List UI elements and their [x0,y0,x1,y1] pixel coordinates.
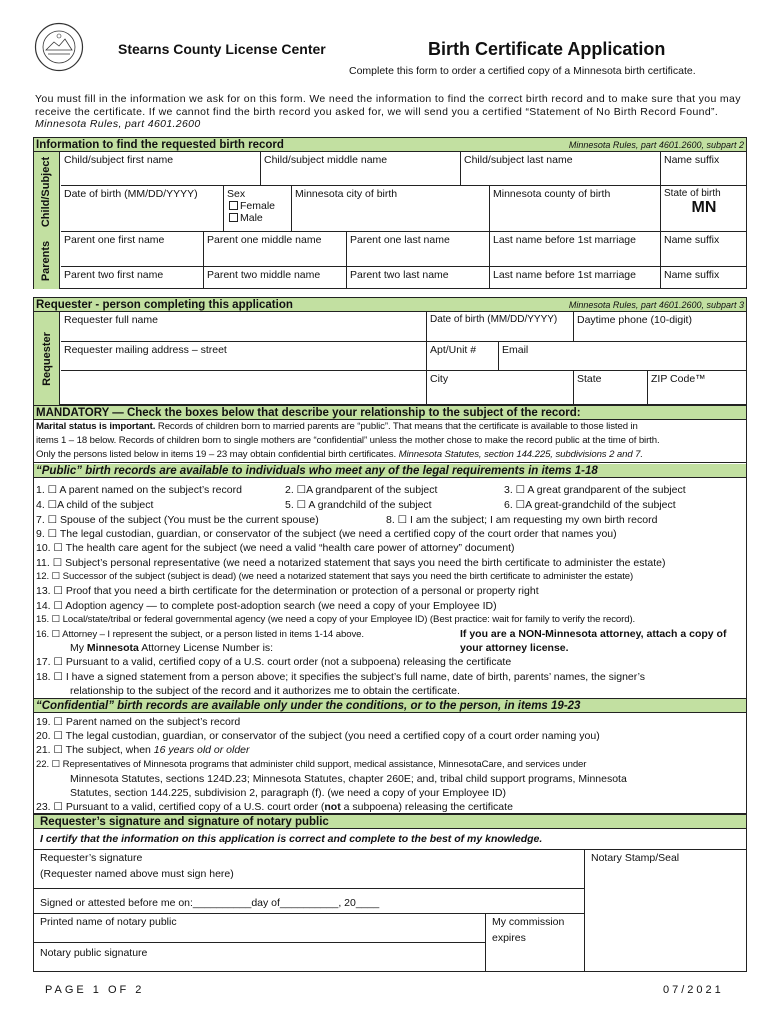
requester-title: Requester - person completing this application [36,299,293,311]
item-6-checkbox[interactable]: 6. ☐A great-grandchild of the subject [504,499,676,511]
child-last-name-field[interactable]: Child/subject last name [461,152,661,186]
male-option[interactable]: Male [227,212,288,224]
item-22-checkbox[interactable]: 22. ☐ Representatives of Minnesota programs that administer child support, medical assistance, MinnesotaCare, and services under [36,759,587,770]
record-info-title: Information to find the requested birth record [36,139,284,151]
requester-state-field[interactable]: State [574,371,648,405]
parent1-name-suffix-field[interactable]: Name suffix [661,232,747,267]
intro-body: You must fill in the information we ask for on this form. We need the information to find the correct birth record and to make sure that you may receive the certificate. If we cannot find the birth record you asked for, we will send you a certified “Statement of No Birth Record Found”. [35,93,741,118]
attorney-license-note: your attorney license. [460,642,569,654]
item-14-checkbox[interactable]: 14. ☐ Adoption agency — to complete post-adoption search (we need a copy of your Employee ID) [36,600,497,612]
state-of-birth-label: State of birth [664,188,721,199]
county-seal-icon [34,22,84,72]
mandatory-header: MANDATORY — Check the boxes below that describe your relationship to the subject of the record: [34,406,746,420]
item-4-checkbox[interactable]: 4. ☐A child of the subject [36,499,154,511]
city-of-birth-field[interactable]: Minnesota city of birth [292,186,490,232]
child-side-label: Child/Subject [34,152,60,232]
sex-label: Sex [227,188,246,200]
parent2-first-name-field[interactable]: Parent two first name [61,267,204,289]
requester-header [34,298,746,312]
child-dob-field[interactable]: Date of birth (MM/DD/YYYY) [61,186,224,232]
notary-signature-field[interactable]: Notary public signature [34,943,486,972]
item-19-checkbox[interactable]: 19. ☐ Parent named on the subject’s record [36,716,241,728]
parent2-middle-name-field[interactable]: Parent two middle name [204,267,347,289]
requester-signature-note: (Requester named above must sign here) [40,868,234,880]
item-2-checkbox[interactable]: 2. ☐A grandparent of the subject [285,484,438,496]
parent1-first-name-field[interactable]: Parent one first name [61,232,204,267]
relationship-section [33,405,747,814]
requester-city-field[interactable]: City [427,371,574,405]
requester-ref: Minnesota Rules, part 4601.2600, subpart 3 [568,300,744,310]
county-of-birth-field[interactable]: Minnesota county of birth [490,186,661,232]
form-title: Birth Certificate Application [428,39,666,59]
page-number: PAGE 1 OF 2 [45,984,145,996]
item-9-checkbox[interactable]: 9. ☐ The legal custodian, guardian, or conservator of the subject (we need a certified copy of the court order that names you) [36,528,617,540]
child-middle-name-field[interactable]: Child/subject middle name [261,152,461,186]
item-8-checkbox[interactable]: 8. ☐ I am the subject; I am requesting my own birth record [386,514,658,526]
item-18-checkbox[interactable]: 18. ☐ I have a signed statement from a person above; it specifies the subject’s full name, date of birth, parents’ names, the signer’s [36,671,646,683]
item-22-continued-1: Minnesota Statutes, sections 124D.23; Minnesota Statutes, chapter 260E; and, tribal child support programs, Minnesota [70,773,627,785]
record-info-section [33,137,747,289]
item-17-checkbox[interactable]: 17. ☐ Pursuant to a valid, certified copy of a U.S. court order (not a subpoena) releasing the certificate [36,656,512,668]
requester-street-field[interactable]: Requester mailing address – street [61,342,427,371]
commission-label: My commission [492,916,565,928]
marital-status-line-1: Marital status is important. Records of children born to married parents are “public”. That means that the certificate is available to those listed in [36,421,638,432]
parent2-last-name-field[interactable]: Parent two last name [347,267,490,289]
item-1-checkbox[interactable]: 1. ☐ A parent named on the subject’s record [36,484,242,496]
record-info-header [34,138,746,152]
item-3-checkbox[interactable]: 3. ☐ A great grandparent of the subject [504,484,686,496]
item-15-checkbox[interactable]: 15. ☐ Local/state/tribal or federal governmental agency (we need a copy of your Employee ID) (Best practice: wait for family to verify the record). [36,614,636,625]
item-12-checkbox[interactable]: 12. ☐ Successor of the subject (subject is dead) (we need a notarized statement that says you need the birth certificate to administer the estate) [36,571,634,582]
confidential-records-header: “Confidential” birth records are available only under the conditions, or to the person, in items 19-23 [34,699,746,713]
non-mn-attorney-note: If you are a NON-Minnesota attorney, attach a copy of [460,628,727,640]
item-21-checkbox[interactable]: 21. ☐ The subject, when [36,744,151,756]
requester-zip-field[interactable]: ZIP Code™ [651,373,706,385]
parent2-name-suffix-field[interactable]: Name suffix [664,269,720,281]
requester-email-field[interactable]: Email [499,342,747,371]
male-checkbox[interactable] [229,213,238,222]
parents-side-label: Parents [34,232,60,289]
parent1-maiden-name-field[interactable]: Last name before 1st marriage [490,232,661,267]
item-13-checkbox[interactable]: 13. ☐ Proof that you need a birth certificate for the determination or protection of a personal or property right [36,585,539,597]
item-7-checkbox[interactable]: 7. ☐ Spouse of the subject (You must be the current spouse) [36,514,319,526]
marital-status-line-3: Only the persons listed below in items 19 – 23 may obtain confidential birth certificates. Minnesota Statutes, section 144.225, subdivisions 2 and 7. [34,448,746,463]
intro-citation: Minnesota Rules, part 4601.2600 [35,118,201,130]
requester-signature-field[interactable] [34,850,585,889]
signature-header: Requester’s signature and signature of notary public [34,815,746,829]
public-records-header: “Public” birth records are available to individuals who meet any of the legal requirements in items 1-18 [34,464,746,478]
notary-stamp-field[interactable]: Notary Stamp/Seal [591,852,680,864]
marital-status-line-2: items 1 – 18 below. Records of children born to single mothers are “confidential” unless the mother chose to make the record public at the time of birth. [36,435,660,446]
child-name-suffix-field[interactable]: Name suffix [661,152,747,186]
item-11-checkbox[interactable]: 11. ☐ Subject’s personal representative (we need a notarized statement that says you need the birth certificate to administer the estate) [36,557,666,569]
item-23-checkbox[interactable]: 23. ☐ Pursuant to a valid, certified copy of a U.S. court order ( [36,801,325,813]
requester-dob-field[interactable]: Date of birth (MM/DD/YYYY) [427,312,574,342]
female-option[interactable]: Female [227,200,288,212]
item-16-row [34,627,746,642]
record-info-ref: Minnesota Rules, part 4601.2600, subpart 2 [568,140,744,150]
requester-address-blank [61,371,427,405]
child-sex-field [224,186,292,232]
item-18-continued: relationship to the subject of the record and it authorizes me to obtain the certificate. [34,684,746,699]
expires-label: expires [492,932,526,944]
requester-side-label: Requester [34,312,60,405]
item-22-continued-2: Statutes, section 144.225, subdivision 2, paragraph (f). (we need a copy of your Employee ID) [70,787,506,799]
form-revision-date: 07/2021 [663,984,724,996]
form-subtitle: Complete this form to order a certified copy of a Minnesota birth certificate. [349,65,696,77]
attested-date-field[interactable]: Signed or attested before me on:__________day of__________, 20____ [34,889,585,914]
attorney-license-field[interactable]: Attorney License Number is: [141,642,274,654]
child-first-name-field[interactable]: Child/subject first name [61,152,261,186]
requester-phone-field[interactable]: Daytime phone (10-digit) [574,312,747,342]
org-name: Stearns County License Center [118,41,326,57]
item-20-checkbox[interactable]: 20. ☐ The legal custodian, guardian, or conservator of the subject (you need a certified copy of a court order naming you) [36,730,600,742]
signature-section [33,814,747,972]
item-10-checkbox[interactable]: 10. ☐ The health care agent for the subject (we need a valid “health care power of attorney” document) [36,542,515,554]
requester-full-name-field[interactable]: Requester full name [61,312,427,342]
item-21-age: 16 years old or older [153,744,250,756]
notary-printed-name-field[interactable]: Printed name of notary public [34,914,486,943]
state-of-birth-value: MN [691,199,717,216]
intro-text [35,93,751,131]
item-5-checkbox[interactable]: 5. ☐ A grandchild of the subject [285,499,432,511]
item-21-row [34,743,746,757]
parent2-maiden-name-field[interactable]: Last name before 1st marriage [490,267,661,289]
requester-section [33,297,747,405]
female-checkbox[interactable] [229,201,238,210]
parent1-middle-name-field[interactable]: Parent one middle name [204,232,347,267]
state-of-birth-field [661,186,747,232]
item-16-license-row: My Minnesota Attorney License Number is: your attorney license. [70,642,569,654]
item-23-row: 23. ☐ Pursuant to a valid, certified copy of a U.S. court order (not a subpoena) releasing the certificate [36,801,513,813]
commission-expires-field[interactable] [486,914,585,972]
item-16-checkbox[interactable]: 16. ☐ Attorney – I represent the subject, or a person listed in items 1-14 above. [36,629,364,640]
requester-apt-field[interactable]: Apt/Unit # [427,342,499,371]
parent1-last-name-field[interactable]: Parent one last name [347,232,490,267]
requester-signature-label: Requester’s signature [40,852,143,864]
certify-statement: I certify that the information on this application is correct and complete to the best of my knowledge. [34,829,746,850]
